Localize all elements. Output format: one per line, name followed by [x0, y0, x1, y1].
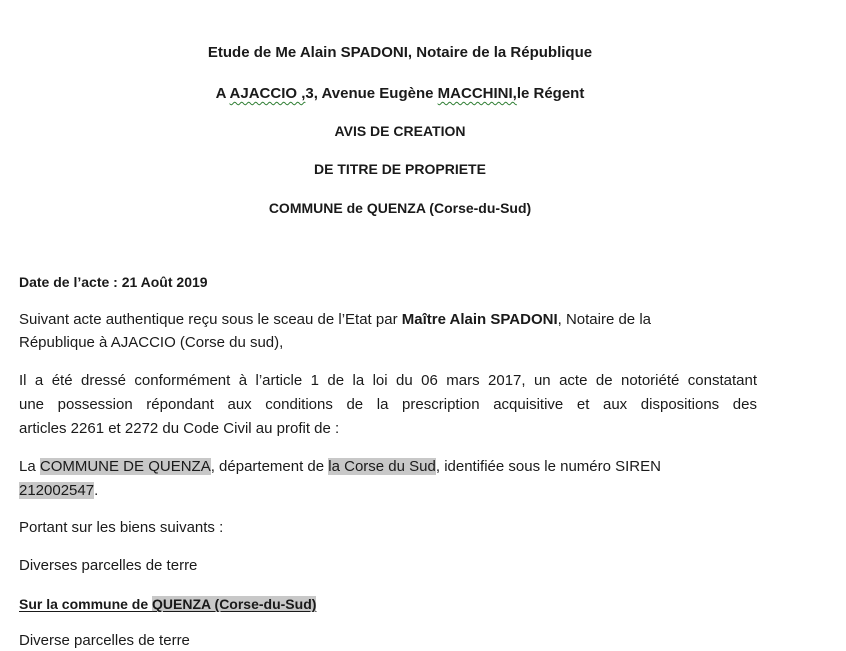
header-notary-study: Etude de Me Alain SPADONI, Notaire de la République [207, 44, 593, 61]
paragraph-2-line-1: Il a été dressé conformément à l’article 1 de la loi du 06 mars 2017, un acte de notoriété constatant [19, 372, 757, 389]
address-city: AJACCIO , [229, 85, 306, 102]
paragraph-3-line-2 [19, 481, 98, 501]
place-highlight: QUENZA (Corse-du-Sud) [152, 596, 317, 612]
header-notice-subtitle: DE TITRE DE PROPRIETE [314, 161, 486, 177]
address-suffix: le Régent [516, 85, 585, 102]
paragraph-3-line-1 [19, 457, 661, 477]
para1-after: , Notaire de la [557, 311, 651, 328]
para3-prefix: La [19, 458, 40, 475]
paragraph-2-line-2: une possession répondant aux conditions de la prescription acquisitive et aux dispositions des [19, 396, 757, 413]
para3-middle: , département de [210, 458, 329, 475]
header-notice-title: AVIS DE CREATION [334, 123, 466, 139]
para1-before: Suivant acte authentique reçu sous le sceau de l’Etat par [19, 311, 402, 328]
paragraph-2-line-3: articles 2261 et 2272 du Code Civil au profit de : [19, 420, 340, 437]
paragraph-5: Diverses parcelles de terre [19, 557, 198, 574]
commune-highlight: COMMUNE DE QUENZA [39, 458, 211, 475]
act-date: Date de l’acte : 21 Août 2019 [19, 274, 208, 290]
paragraph-1-line-2: République à AJACCIO (Corse du sud), [19, 334, 284, 351]
notary-name: Maître Alain SPADONI [401, 311, 558, 328]
para3-end: . [94, 482, 99, 499]
para6-prefix: Sur la commune de [19, 596, 153, 612]
header-commune: COMMUNE de QUENZA (Corse-du-Sud) [268, 200, 532, 216]
paragraph-7: Diverse parcelles de terre [19, 632, 190, 649]
siren-number: 212002547 [19, 482, 95, 499]
address-street: MACCHINI, [437, 85, 517, 102]
region-highlight: la Corse du Sud [328, 458, 436, 475]
paragraph-6 [19, 594, 316, 614]
address-middle: 3, Avenue Eugène [305, 85, 438, 102]
para3-suffix: , identifiée sous le numéro SIREN [435, 458, 661, 475]
address-prefix: A [215, 85, 230, 102]
paragraph-1-line-1 [19, 310, 651, 330]
header-address [0, 84, 800, 104]
paragraph-4: Portant sur les biens suivants : [19, 519, 224, 536]
